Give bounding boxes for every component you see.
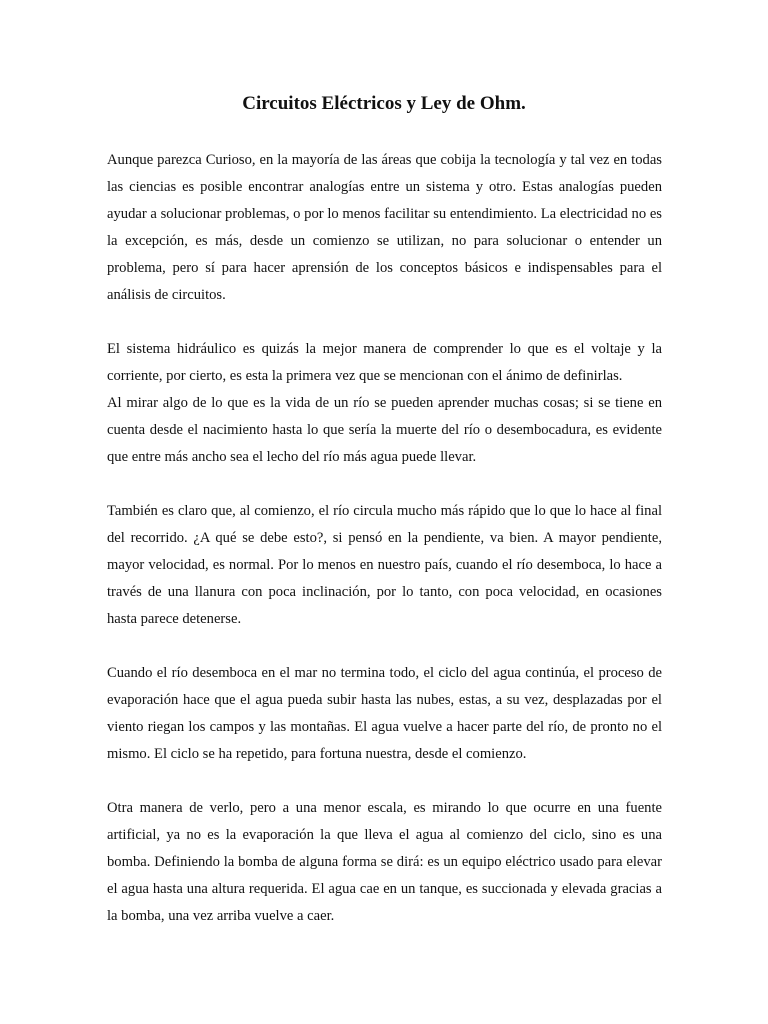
paragraph-artificial-fountain: Otra manera de verlo, pero a una menor escala, es mirando lo que ocurre en una fuente artificial, ya no es la evaporación la que lleva el agua al comienzo del ciclo, sino es una bomba. Definiendo la bomba de alguna forma se dirá: es un equipo eléctrico usado para elevar el agua hasta una altura requerida. El agua cae en un tanque, es succionada y elevada gracias a la bomba, una vez arriba vuelve a caer.: [107, 800, 662, 924]
paragraph-river-speed: También es claro que, al comienzo, el río circula mucho más rápido que lo que lo hace al final del recorrido. ¿A qué se debe esto?, si pensó en la pendiente, va bien. A mayor pendiente, mayor velocidad, es normal. Por lo menos en nuestro país, cuando el río desemboca, lo hace a través de una llanura con poca inclinación, por lo tanto, con poca velocidad, en ocasiones hasta parece detenerse.: [107, 503, 662, 627]
paragraph-hydraulic-system: El sistema hidráulico es quizás la mejor manera de comprender lo que es el voltaje y la corriente, por cierto, es esta la primera vez que se mencionan con el ánimo de definirlas.: [107, 341, 662, 384]
document-body: [107, 147, 662, 930]
document-title: Circuitos Eléctricos y Ley de Ohm.: [242, 93, 526, 114]
paragraph-intro: Aunque parezca Curioso, en la mayoría de las áreas que cobija la tecnología y tal vez en todas las ciencias es posible encontrar analogías entre un sistema y otro. Estas analogías pueden ayudar a solucionar problemas, o por lo menos facilitar su entendimiento. La electricidad no es la excepción, es más, desde un comienzo se utilizan, no para solucionar o entender un problema, pero sí para hacer aprensión de los conceptos básicos e indispensables para el análisis de circuitos.: [107, 152, 662, 303]
paragraph-river-life: Al mirar algo de lo que es la vida de un río se pueden aprender muchas cosas; si se tiene en cuenta desde el nacimiento hasta lo que sería la muerte del río o desembocadura, es evidente que entre más ancho sea el lecho del río más agua puede llevar.: [107, 395, 662, 465]
paragraph-water-cycle: Cuando el río desemboca en el mar no termina todo, el ciclo del agua continúa, el proceso de evaporación hace que el agua pueda subir hasta las nubes, estas, a su vez, desplazadas por el viento riegan los campos y las montañas. El agua vuelve a hacer parte del río, de pronto no el mismo. El ciclo se ha repetido, para fortuna nuestra, desde el comienzo.: [107, 665, 662, 762]
